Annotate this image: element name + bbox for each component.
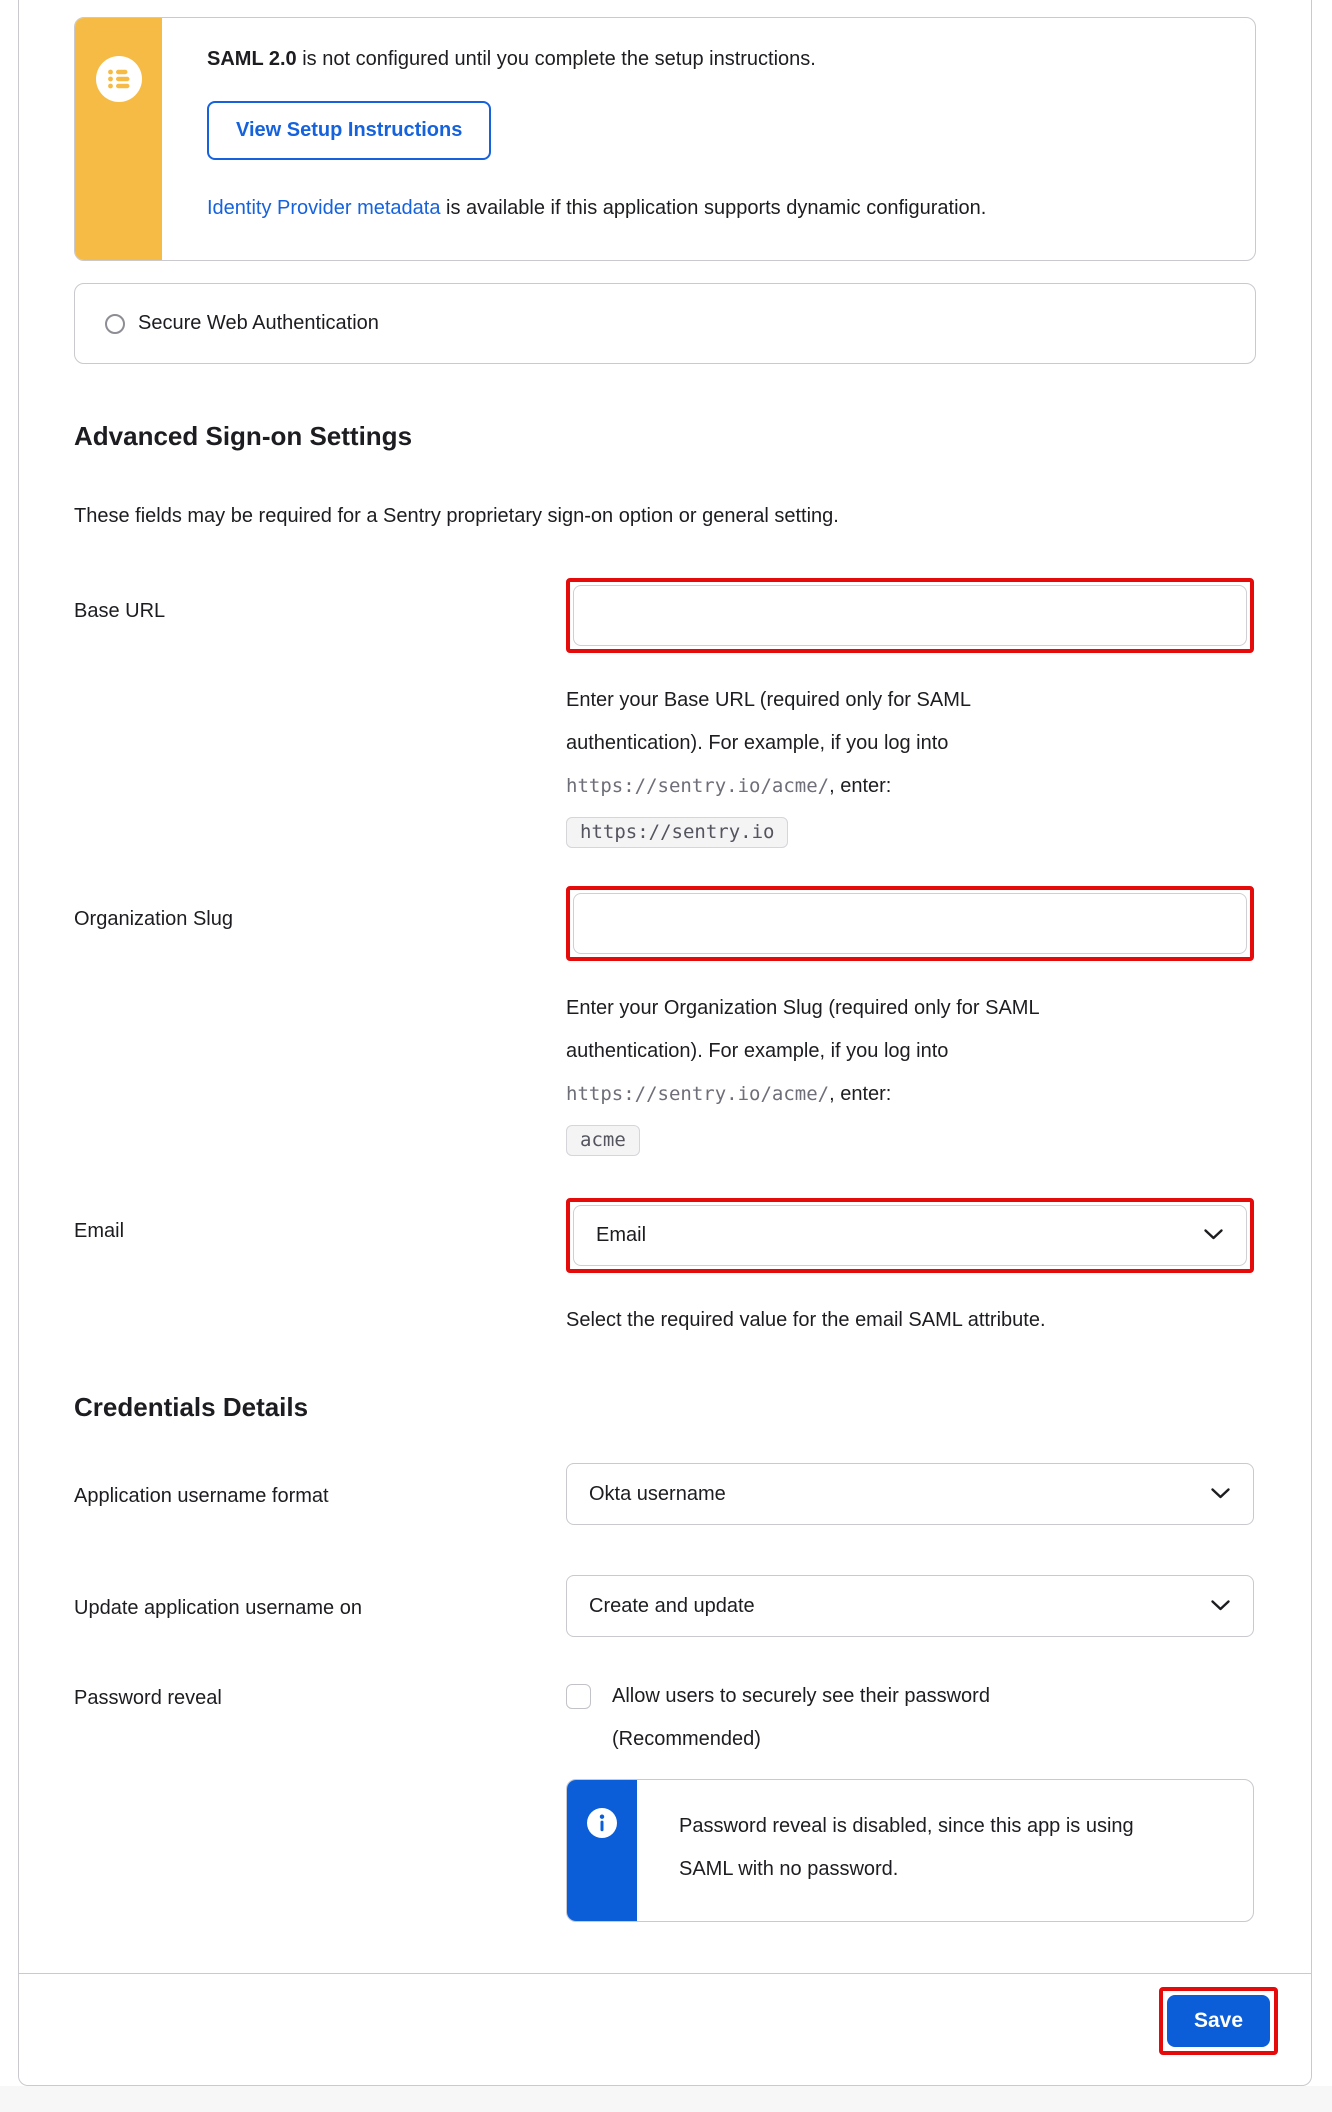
- username-format-field: [566, 1463, 1254, 1525]
- info-text: Password reveal is disabled, since this app is using SAML with no password.: [679, 1815, 1134, 1880]
- organization-slug-help-line2: authentication). For example, if you log into: [566, 1040, 949, 1062]
- chevron-down-icon: [1210, 1483, 1231, 1506]
- metadata-paragraph-rest: is available if this application supports dynamic configuration.: [440, 197, 987, 219]
- email-row: [74, 1198, 1256, 1342]
- warning-body: [162, 18, 1255, 260]
- save-button-highlight: [1159, 1987, 1278, 2055]
- page-background: [0, 2086, 1332, 2112]
- password-reveal-checkbox[interactable]: [566, 1684, 591, 1709]
- password-reveal-field: [566, 1675, 1254, 1922]
- list-icon: [96, 56, 142, 107]
- update-username-value: Create and update: [589, 1594, 755, 1617]
- save-button[interactable]: Save: [1167, 1995, 1270, 2047]
- sign-on-method-option[interactable]: [74, 283, 1256, 364]
- organization-slug-help: [566, 987, 1254, 1116]
- base-url-label: Base URL: [74, 600, 166, 622]
- warning-message-rest: is not configured until you complete the setup instructions.: [296, 48, 816, 70]
- info-icon: [587, 1808, 617, 1843]
- chevron-down-icon: [1203, 1224, 1224, 1247]
- organization-slug-help-tail: , enter:: [829, 1083, 892, 1105]
- organization-slug-label: Organization Slug: [74, 908, 233, 930]
- base-url-help-line2: authentication). For example, if you log into: [566, 732, 949, 754]
- base-url-input[interactable]: [573, 585, 1247, 646]
- organization-slug-field: [566, 886, 1254, 1156]
- form-footer: [19, 1973, 1311, 2085]
- organization-slug-input[interactable]: [573, 893, 1247, 954]
- password-reveal-checkbox-line1: Allow users to securely see their password: [612, 1685, 990, 1707]
- organization-slug-example-chip: acme: [566, 1125, 640, 1156]
- base-url-help-example: https://sentry.io/acme/: [566, 775, 830, 797]
- email-select-value: Email: [596, 1224, 647, 1246]
- username-format-select[interactable]: [566, 1463, 1254, 1525]
- warning-message: [207, 44, 1221, 74]
- password-reveal-option: [566, 1675, 1254, 1761]
- view-setup-instructions-button[interactable]: View Setup Instructions: [207, 101, 491, 160]
- base-url-example-chip: https://sentry.io: [566, 817, 788, 848]
- update-username-select[interactable]: [566, 1575, 1254, 1637]
- email-label: Email: [74, 1220, 125, 1242]
- password-reveal-row: [74, 1675, 1256, 1922]
- password-reveal-label: Password reveal: [74, 1687, 222, 1709]
- username-format-label: Application username format: [74, 1485, 329, 1507]
- info-strip: [567, 1780, 637, 1921]
- organization-slug-highlight: [566, 886, 1254, 961]
- update-username-label: Update application username on: [74, 1597, 362, 1619]
- chevron-down-icon: [1210, 1595, 1231, 1618]
- radio-button-icon[interactable]: [105, 314, 125, 334]
- base-url-row: [74, 578, 1256, 848]
- organization-slug-row: [74, 886, 1256, 1156]
- base-url-help-tail: , enter:: [829, 775, 892, 797]
- email-highlight: [566, 1198, 1254, 1273]
- settings-content: [19, 0, 1311, 1922]
- base-url-highlight: [566, 578, 1254, 653]
- password-reveal-checkbox-line2: (Recommended): [612, 1728, 761, 1750]
- email-field: [566, 1198, 1254, 1342]
- password-reveal-info-callout: [566, 1779, 1254, 1922]
- base-url-help: [566, 679, 1254, 808]
- settings-card: [18, 0, 1312, 2086]
- saml-warning-callout: [74, 17, 1256, 261]
- update-username-row: [74, 1575, 1256, 1637]
- identity-provider-metadata-link[interactable]: Identity Provider metadata: [207, 197, 441, 219]
- advanced-settings-description: These fields may be required for a Sentry proprietary sign-on option or general setting.: [74, 505, 839, 527]
- email-help: Select the required value for the email SAML attribute.: [566, 1309, 1046, 1331]
- metadata-paragraph: [207, 187, 997, 230]
- username-format-value: Okta username: [589, 1482, 726, 1505]
- organization-slug-help-line1: Enter your Organization Slug (required only for SAML: [566, 997, 1040, 1019]
- email-select[interactable]: [573, 1205, 1247, 1266]
- warning-strip: [75, 18, 162, 260]
- base-url-help-line1: Enter your Base URL (required only for SAML: [566, 689, 971, 711]
- sign-on-method-label: Secure Web Authentication: [138, 312, 379, 334]
- organization-slug-help-example: https://sentry.io/acme/: [566, 1083, 830, 1105]
- advanced-settings-heading: Advanced Sign-on Settings: [74, 421, 413, 451]
- warning-message-bold: SAML 2.0: [207, 48, 297, 70]
- credentials-heading: Credentials Details: [74, 1392, 309, 1422]
- username-format-row: [74, 1463, 1256, 1525]
- base-url-field: [566, 578, 1254, 848]
- update-username-field: [566, 1575, 1254, 1637]
- password-reveal-checkbox-label: [612, 1675, 990, 1761]
